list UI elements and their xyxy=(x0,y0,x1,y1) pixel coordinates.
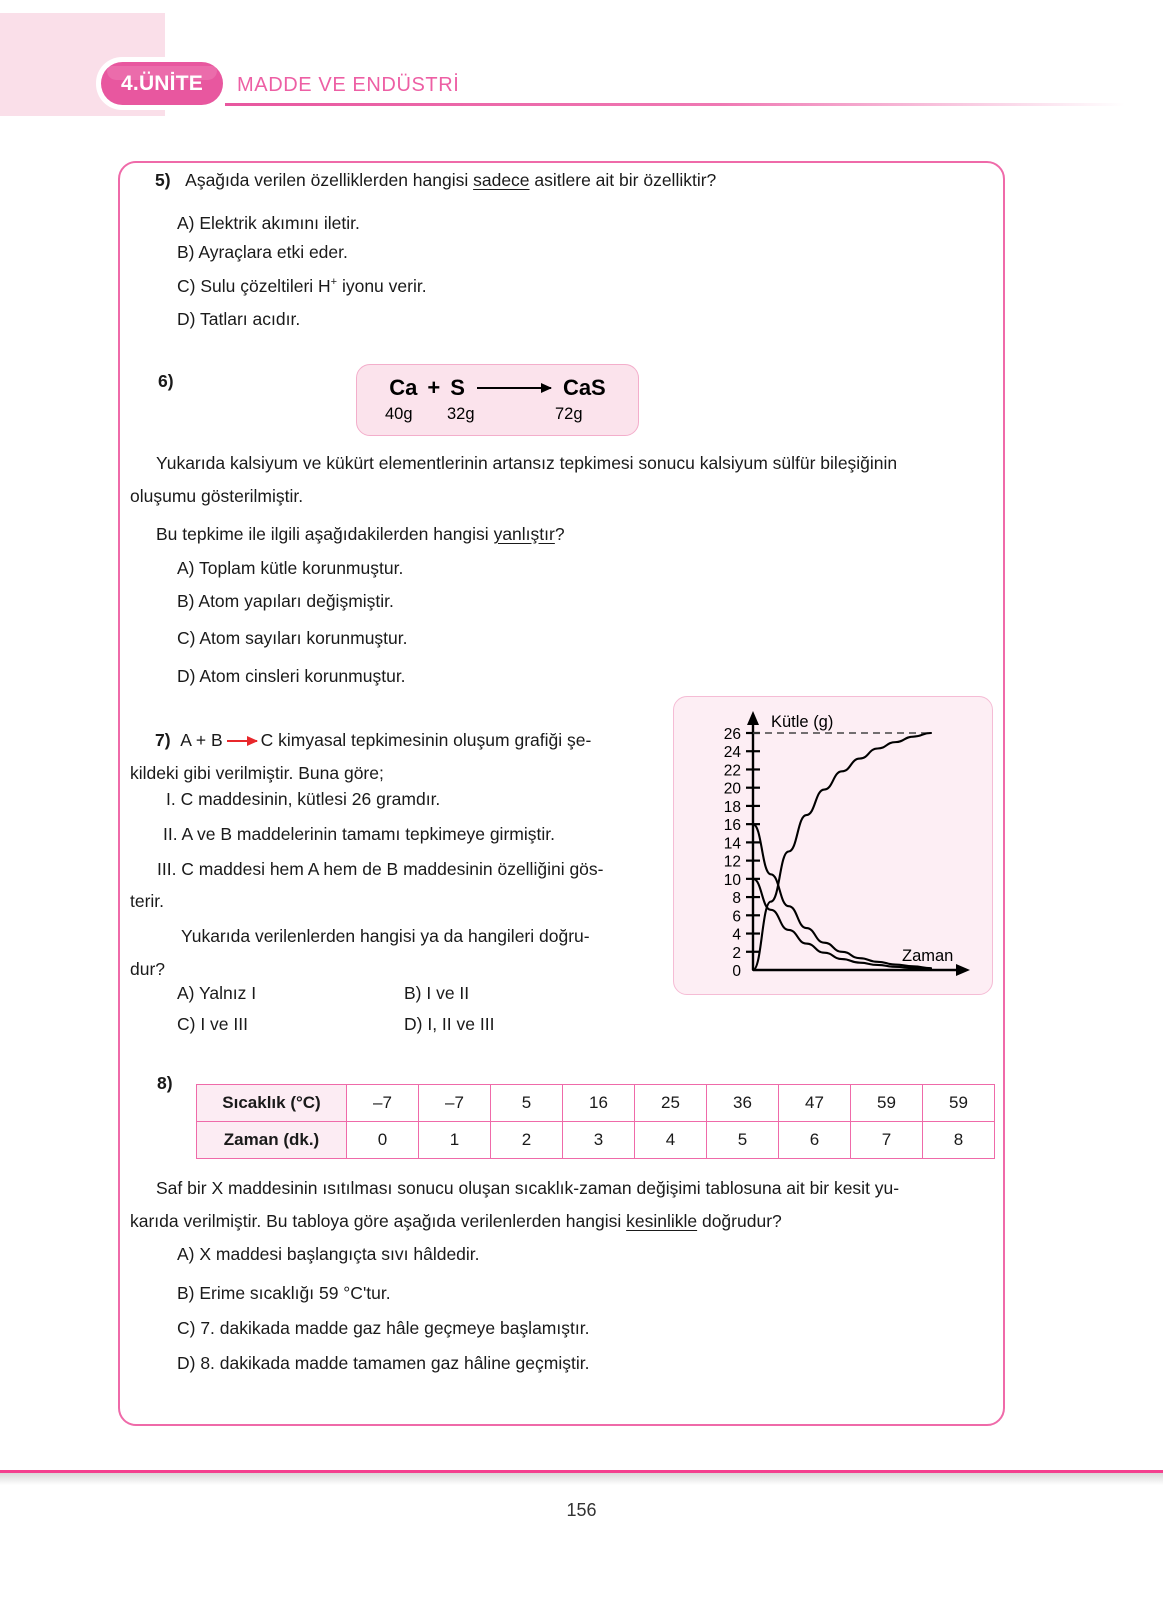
table-row-label: Sıcaklık (°C) xyxy=(197,1085,347,1122)
q7-stem-a: A + B xyxy=(180,730,223,750)
q8-option-a: A) X maddesi başlangıçta sıvı hâldedir. xyxy=(177,1244,480,1264)
q7-ask-line-2: dur? xyxy=(130,959,166,979)
q8-paragraph-line-1: Saf bir X maddesinin ısıtılması sonucu oluşan sıcaklık-zaman değişimi tablosuna ait bir kesit yu- xyxy=(156,1178,900,1198)
y-axis-tick-label: 16 xyxy=(723,817,741,835)
q6-prompt xyxy=(156,526,565,544)
q5-stem-before: Aşağıda verilen özelliklerden hangisi xyxy=(185,170,474,190)
table-row-label: Zaman (dk.) xyxy=(197,1122,347,1159)
reaction-arrow-icon-inline xyxy=(227,740,257,743)
q7-ask-line-1: Yukarıda verilenlerden hangisi ya da hangileri doğru- xyxy=(181,926,590,946)
q6-option-c: C) Atom sayıları korunmuştur. xyxy=(177,628,408,648)
q7-stem-b: C kimyasal tepkimesinin oluşum grafiği şe- xyxy=(260,730,592,750)
table-cell: 16 xyxy=(563,1085,635,1122)
q6-option-d: D) Atom cinsleri korunmuştur. xyxy=(177,666,406,686)
y-axis-tick-label: 24 xyxy=(723,744,741,762)
q7-statement-1: I. C maddesinin, kütlesi 26 gramdır. xyxy=(166,789,441,809)
y-axis-label: Kütle (g) xyxy=(771,713,834,731)
q6-prompt-after: ? xyxy=(554,524,565,544)
table-cell: 5 xyxy=(491,1085,563,1122)
temperature-time-table xyxy=(196,1084,995,1159)
y-axis-tick-label: 14 xyxy=(723,835,741,853)
y-axis-tick-label: 0 xyxy=(732,963,741,980)
equation-line xyxy=(357,375,638,401)
y-axis-tick-label: 4 xyxy=(732,926,741,944)
q5-option-a: A) Elektrik akımını iletir. xyxy=(177,213,360,233)
table-cell: 5 xyxy=(707,1122,779,1159)
table-cell: 25 xyxy=(635,1085,707,1122)
q5-option-c xyxy=(177,277,427,295)
q8-paragraph-line-2 xyxy=(130,1213,782,1231)
q5-option-d: D) Tatları acıdır. xyxy=(177,309,301,329)
q7-statement-3: III. C maddesi hem A hem de B maddesinin özelliğini gös- xyxy=(157,859,604,879)
table-row xyxy=(197,1122,995,1159)
y-axis-tick-label: 20 xyxy=(723,780,741,798)
table-cell: 8 xyxy=(923,1122,995,1159)
table-cell: 59 xyxy=(851,1085,923,1122)
q8-option-b: B) Erime sıcaklığı 59 °C'tur. xyxy=(177,1283,391,1303)
table-cell: 0 xyxy=(347,1122,419,1159)
x-axis-arrow-icon xyxy=(956,964,970,976)
graph-curve xyxy=(753,733,931,970)
table-row xyxy=(197,1085,995,1122)
unit-title: MADDE VE ENDÜSTRİ xyxy=(237,74,460,96)
question-5-number: 5) xyxy=(155,170,171,190)
table-cell: –7 xyxy=(347,1085,419,1122)
y-axis-tick-label: 8 xyxy=(732,890,741,908)
question-7-stem xyxy=(155,732,591,750)
q6-paragraph-line-1: Yukarıda kalsiyum ve kükürt elementlerinin artansız tepkimesi sonucu kalsiyum sülfür bileşiğinin xyxy=(156,453,898,473)
q7-option-d: D) I, II ve III xyxy=(404,1014,495,1034)
y-axis-tick-label: 18 xyxy=(723,798,741,816)
equation-mass-3: 72g xyxy=(555,405,583,423)
y-axis-tick-label: 12 xyxy=(723,853,741,871)
q5-option-c-text: C) Sulu çözeltileri H xyxy=(177,275,331,296)
y-axis-tick-label: 10 xyxy=(723,871,741,889)
q5-stem-after: asitlere ait bir özelliktir? xyxy=(529,170,717,190)
q5-option-c-rest: iyonu verir. xyxy=(337,275,427,296)
q8-prompt-underline: kesinlikle xyxy=(626,1211,698,1231)
q7-statement-2: II. A ve B maddelerinin tamamı tepkimeye girmiştir. xyxy=(163,824,555,844)
y-axis-tick-label: 26 xyxy=(723,726,741,743)
unit-badge: 4.ÜNİTE xyxy=(101,62,223,105)
question-8-number: 8) xyxy=(157,1073,173,1093)
table-cell: 7 xyxy=(851,1122,923,1159)
header-divider xyxy=(225,103,1125,106)
table-cell: 1 xyxy=(419,1122,491,1159)
equation-mass-1: 40g xyxy=(385,405,413,423)
mass-time-graph xyxy=(673,696,993,995)
q8-option-c: C) 7. dakikada madde gaz hâle geçmeye başlamıştır. xyxy=(177,1318,590,1338)
footer-shadow xyxy=(0,1473,1163,1485)
q6-option-b: B) Atom yapıları değişmiştir. xyxy=(177,591,394,611)
q6-prompt-underline: yanlıştır xyxy=(493,524,555,544)
q8-prompt-before: karıda verilmiştir. Bu tabloya göre aşağıda verilenlerden hangisi xyxy=(130,1211,627,1231)
table-cell: 3 xyxy=(563,1122,635,1159)
q7-option-c: C) I ve III xyxy=(177,1014,248,1034)
equation-reactant-1: Ca xyxy=(389,375,418,400)
x-axis-label: Zaman xyxy=(902,947,954,965)
question-6-number: 6) xyxy=(158,371,174,391)
question-7-number: 7) xyxy=(155,730,171,750)
q5-option-b: B) Ayraçlara etki eder. xyxy=(177,242,348,262)
equation-reactant-2: S xyxy=(450,375,465,400)
table-cell: 47 xyxy=(779,1085,851,1122)
q6-paragraph-line-2: oluşumu gösterilmiştir. xyxy=(130,486,304,506)
q8-option-d: D) 8. dakikada madde tamamen gaz hâline geçmiştir. xyxy=(177,1353,590,1373)
q8-prompt-after: doğrudur? xyxy=(697,1211,782,1231)
table-cell: 2 xyxy=(491,1122,563,1159)
table-cell: 6 xyxy=(779,1122,851,1159)
table-cell: –7 xyxy=(419,1085,491,1122)
page-number: 156 xyxy=(566,1500,597,1520)
equation-product: CaS xyxy=(562,375,606,400)
q7-option-a: A) Yalnız I xyxy=(177,983,257,1003)
reaction-arrow-icon xyxy=(477,387,551,389)
table-cell: 59 xyxy=(923,1085,995,1122)
graph-svg xyxy=(674,697,994,996)
table-cell: 36 xyxy=(707,1085,779,1122)
q6-option-a: A) Toplam kütle korunmuştur. xyxy=(177,558,404,578)
y-axis-arrow-icon xyxy=(747,711,759,725)
y-axis-tick-label: 2 xyxy=(732,944,741,962)
q7-statement-3-cont: terir. xyxy=(130,891,165,911)
y-axis-tick-label: 6 xyxy=(732,908,741,926)
q7-stem-line-2: kildeki gibi verilmiştir. Buna göre; xyxy=(130,763,384,783)
y-axis-tick-label: 22 xyxy=(723,762,741,780)
q5-stem-underline: sadece xyxy=(473,170,530,190)
q7-option-b: B) I ve II xyxy=(404,983,470,1003)
chemical-equation-box xyxy=(356,364,639,436)
equation-plus-sign: + xyxy=(427,375,441,400)
q6-prompt-before: Bu tepkime ile ilgili aşağıdakilerden hangisi xyxy=(156,524,494,544)
q5-option-c-superscript: + xyxy=(330,276,338,288)
table-cell: 4 xyxy=(635,1122,707,1159)
question-5-stem xyxy=(155,172,716,190)
equation-mass-2: 32g xyxy=(447,405,475,423)
